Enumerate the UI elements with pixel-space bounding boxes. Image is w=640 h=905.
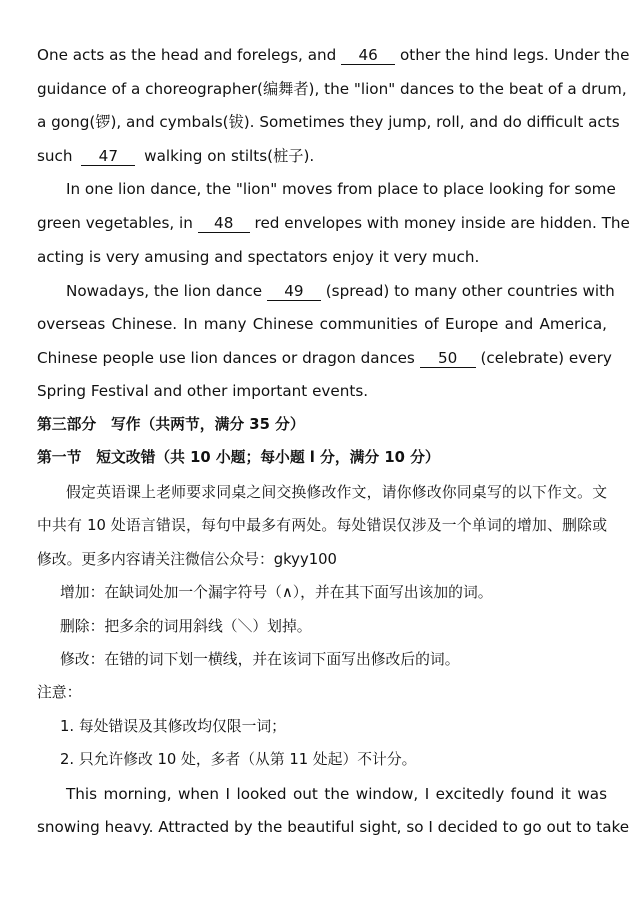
passage-line-4: [37, 144, 607, 168]
essay-line-2: snowing heavy. Attracted by the beautiful sight, so I decided to go out to take: [37, 818, 630, 836]
passage-text: red envelopes with money inside are hidden. The: [254, 214, 630, 232]
passage-text: Nowadays, the lion dance: [66, 282, 263, 300]
note-heading: 注意：: [37, 684, 82, 701]
passage-text: One acts as the head and forelegs, and: [37, 46, 337, 64]
blank-50: 50: [420, 349, 476, 368]
essay-line-1: This morning, when I looked out the window, I excitedly found it was: [66, 785, 607, 803]
blank-46: 46: [341, 46, 395, 65]
rule-add: 增加：在缺词处加一个漏字符号（∧），并在其下面写出该加的词。: [60, 584, 493, 601]
blank-49: 49: [267, 282, 321, 301]
passage-text: green vegetables, in: [37, 214, 193, 232]
passage-line-7: acting is very amusing and spectators enjoy it very much.: [37, 248, 480, 266]
passage-line-6: [37, 211, 630, 235]
passage-text: other the hind legs. Under the: [399, 46, 630, 64]
instruction-line-3: 修改。更多内容请关注微信公众号：gkyy100: [37, 551, 337, 568]
passage-line-10: [37, 346, 612, 370]
note-item-2: 2. 只允许修改 10 处，多者（从第 11 处起）不计分。: [60, 751, 417, 768]
passage-text: such: [37, 147, 73, 165]
passage-line-3: a gong(锣), and cymbals(钹). Sometimes they jump, roll, and do difficult acts: [37, 113, 620, 131]
passage-text: (celebrate) every: [480, 349, 612, 367]
passage-text: Chinese people use lion dances or dragon dances: [37, 349, 415, 367]
blank-47: 47: [81, 147, 135, 166]
passage-line-11: Spring Festival and other important events.: [37, 382, 369, 400]
part-three-title: 第三部分 写作（共两节，满分 35 分）: [37, 416, 305, 433]
passage-line-9: overseas Chinese. In many Chinese communities of Europe and America,: [37, 315, 607, 333]
section-one-title: 第一节 短文改错（共 10 小题；每小题 l 分，满分 10 分）: [37, 449, 440, 466]
passage-line-5: In one lion dance, the "lion" moves from place to place looking for some: [66, 180, 616, 198]
passage-text: (spread) to many other countries with: [325, 282, 615, 300]
note-item-1: 1. 每处错误及其修改均仅限一词；: [60, 718, 286, 735]
passage-line-2: guidance of a choreographer(编舞者), the "lion" dances to the beat of a drum,: [37, 80, 627, 98]
instruction-line-1: 假定英语课上老师要求同桌之间交换修改作文，请你修改你同桌写的以下作文。文: [66, 484, 607, 501]
rule-delete: 删除：把多余的词用斜线（＼）划掉。: [60, 618, 312, 635]
passage-line-8: [66, 279, 615, 303]
passage-line-1: [37, 43, 630, 67]
rule-modify: 修改：在错的词下划一横线，并在该词下面写出修改后的词。: [60, 651, 460, 668]
blank-48: 48: [198, 214, 250, 233]
passage-text: walking on stilts(桩子).: [144, 147, 315, 165]
instruction-line-2: 中共有 10 处语言错误，每句中最多有两处。每处错误仅涉及一个单词的增加、删除或: [37, 517, 607, 534]
